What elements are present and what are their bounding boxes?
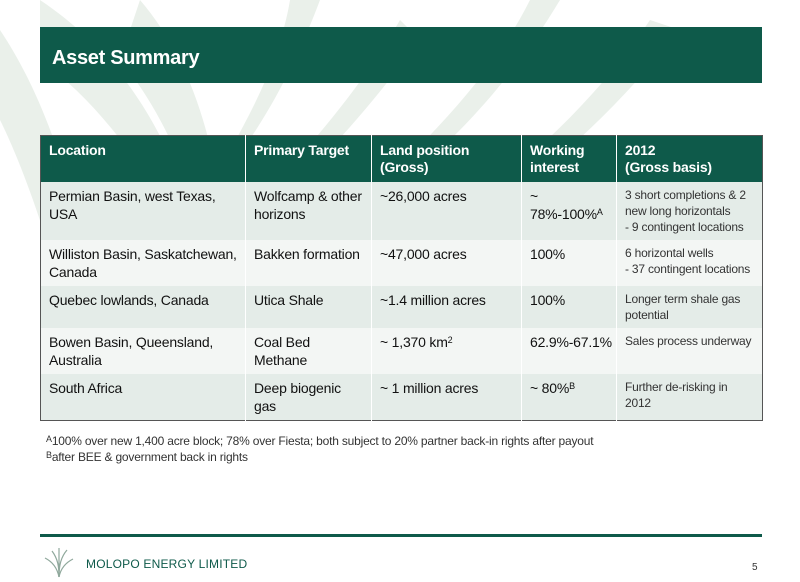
cell-target: Bakken formation <box>246 240 372 286</box>
cell-interest: ~ 80%$^B$ <box>522 374 617 421</box>
cell-location: Quebec lowlands, Canada <box>41 286 246 328</box>
table-row <box>41 286 763 328</box>
cell-plan: 3 short completions & 2 new long horizontals - 9 contingent locations <box>617 182 763 240</box>
superscript: 2 <box>447 335 453 345</box>
cell-land: ~ 1,370 $km^2$ <box>372 328 522 374</box>
header-location: Location <box>41 136 246 183</box>
table-row <box>41 328 763 374</box>
cell-plan: Longer term shale gas potential <box>617 286 763 328</box>
cell-target: Utica Shale <box>246 286 372 328</box>
cell-location: Williston Basin, Saskatchewan, Canada <box>41 240 246 286</box>
table-row <box>41 374 763 421</box>
table-row <box>41 240 763 286</box>
cell-location: South Africa <box>41 374 246 421</box>
cell-land: ~ 1 million acres <box>372 374 522 421</box>
table-row <box>41 182 763 240</box>
footnote-a: $^A$100% over new 1,400 acre block; 78% over Fiesta; both subject to 20% partner back-in rights after payout <box>46 434 594 448</box>
footnotes <box>46 433 593 465</box>
cell-target: Coal Bed Methane <box>246 328 372 374</box>
footnote-marker: A <box>596 207 603 217</box>
cell-land: ~47,000 acres <box>372 240 522 286</box>
cell-target: Deep biogenic gas <box>246 374 372 421</box>
cell-plan: Sales process underway <box>617 328 763 374</box>
page-number: 5 <box>752 562 758 573</box>
cell-land: ~26,000 acres <box>372 182 522 240</box>
cell-plan: 6 horizontal wells - 37 contingent locations <box>617 240 763 286</box>
asset-summary-table <box>40 135 763 421</box>
cell-location: Permian Basin, west Texas, USA <box>41 182 246 240</box>
cell-interest: 100% <box>522 240 617 286</box>
cell-interest: 62.9%-67.1% <box>522 328 617 374</box>
table-header-row <box>41 136 763 183</box>
cell-location: Bowen Basin, Queensland, Australia <box>41 328 246 374</box>
page-title: Asset Summary <box>52 47 200 69</box>
title-bar <box>40 27 762 83</box>
header-land-position: Land position (Gross) <box>372 136 522 183</box>
header-2012: 2012 (Gross basis) <box>617 136 763 183</box>
header-working-interest: Working interest <box>522 136 617 183</box>
cell-land: ~1.4 million acres <box>372 286 522 328</box>
cell-target: Wolfcamp & other horizons <box>246 182 372 240</box>
footnote-marker: B <box>569 381 575 391</box>
company-name: MOLOPO ENERGY LIMITED <box>86 557 248 571</box>
footer-divider <box>40 534 762 537</box>
header-primary-target: Primary Target <box>246 136 372 183</box>
cell-interest: ~ 78%-100%$^A$ <box>522 182 617 240</box>
footnote-b: $^B$after BEE & government back in rights <box>46 450 248 464</box>
cell-interest: 100% <box>522 286 617 328</box>
cell-plan: Further de-risking in 2012 <box>617 374 763 421</box>
leaf-logo-icon <box>42 545 76 579</box>
